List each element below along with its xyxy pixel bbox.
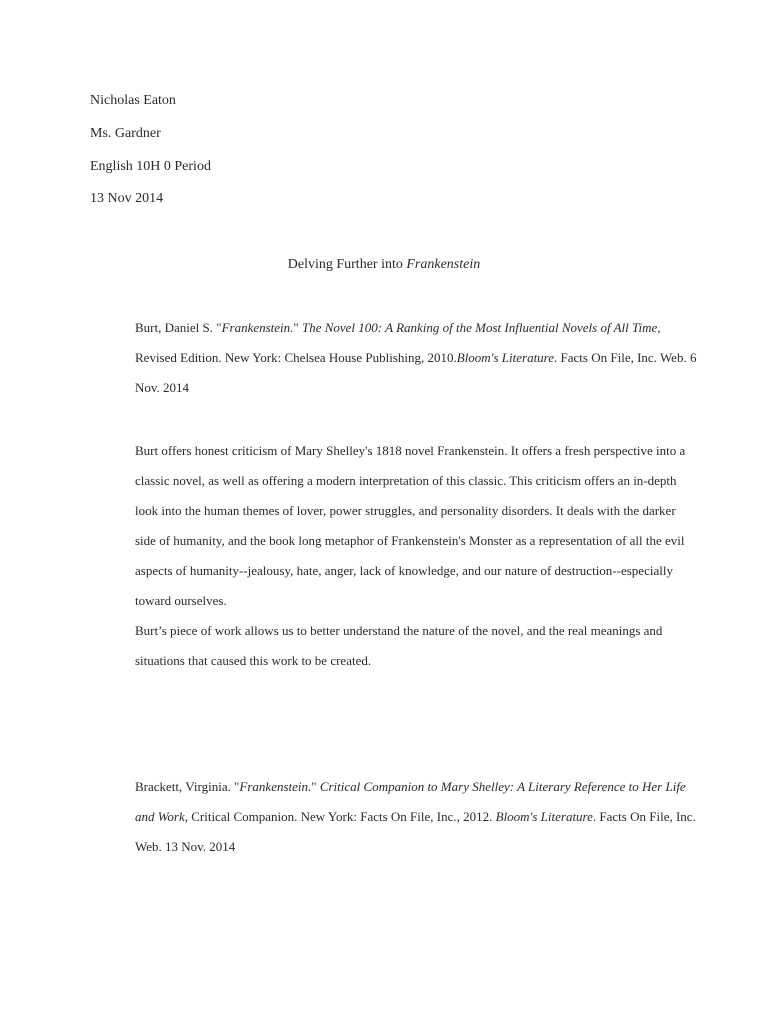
citation2-line3: Web. 13 Nov. 2014: [135, 839, 236, 854]
citation2-source: . Facts On File, Inc.: [592, 809, 696, 824]
citation1-database: Bloom's Literature: [456, 350, 555, 365]
title-prefix: Delving Further into: [287, 257, 407, 272]
paragraph1-line: Burt’s piece of work allows us to better understand the nature of the novel, and the real meanings and: [135, 623, 663, 638]
paragraph1-line: situations that caused this work to be created.: [135, 653, 372, 668]
citation2-book-end: and Work: [135, 809, 185, 824]
paragraph1-line: toward ourselves.: [135, 593, 227, 608]
paragraph1-line: Burt offers honest criticism of Mary Shelley's 1818 novel Frankenstein. It offers a fresh perspective into a: [135, 443, 686, 458]
citation1-source: . Facts On File, Inc. Web. 6: [554, 350, 697, 365]
paragraph1-line: aspects of humanity--jealousy, hate, anger, lack of knowledge, and our nature of destruction--especially: [135, 563, 673, 578]
author-name: Nicholas Eaton: [90, 93, 176, 108]
citation2-article: Frankenstein.: [239, 779, 312, 794]
citation1-author: Burt, Daniel S. ": [135, 320, 222, 335]
paragraph1-line: side of humanity, and the book long metaphor of Frankenstein's Monster as a representation of all the evil: [135, 533, 685, 548]
citation2-quote: ": [311, 779, 320, 794]
citation1-publisher: Revised Edition. New York: Chelsea House Publishing, 2010.: [135, 350, 457, 365]
citation2-author: Brackett, Virginia. ": [135, 779, 240, 794]
citation2-database: Bloom's Literature: [495, 809, 593, 824]
citation1-line3: Nov. 2014: [135, 380, 190, 395]
paragraph1-line: classic novel, as well as offering a modern interpretation of this classic. This criticism offers an in-depth: [135, 473, 677, 488]
citation2-book: Critical Companion to Mary Shelley: A Literary Reference to Her Life: [319, 779, 686, 794]
citation1-line2: [135, 350, 696, 366]
course-name: English 10H 0 Period: [90, 159, 211, 174]
document-title: [0, 257, 768, 273]
teacher-name: Ms. Gardner: [90, 126, 161, 141]
document-date: 13 Nov 2014: [90, 191, 164, 206]
citation1-comma: ,: [657, 320, 661, 335]
citation1-book: The Novel 100: A Ranking of the Most Influential Novels of All Time: [301, 320, 658, 335]
title-italic: Frankenstein: [406, 257, 481, 272]
citation2-publisher: , Critical Companion. New York: Facts On File, Inc., 2012.: [184, 809, 496, 824]
citation1-article: Frankenstein.: [221, 320, 294, 335]
citation1-quote: ": [293, 320, 302, 335]
citation2-line2: [135, 809, 696, 825]
paragraph1-line: look into the human themes of lover, power struggles, and personality disorders. It deals with the darker: [135, 503, 676, 518]
citation2-line1: [135, 779, 686, 795]
citation1-line1: [135, 320, 661, 336]
